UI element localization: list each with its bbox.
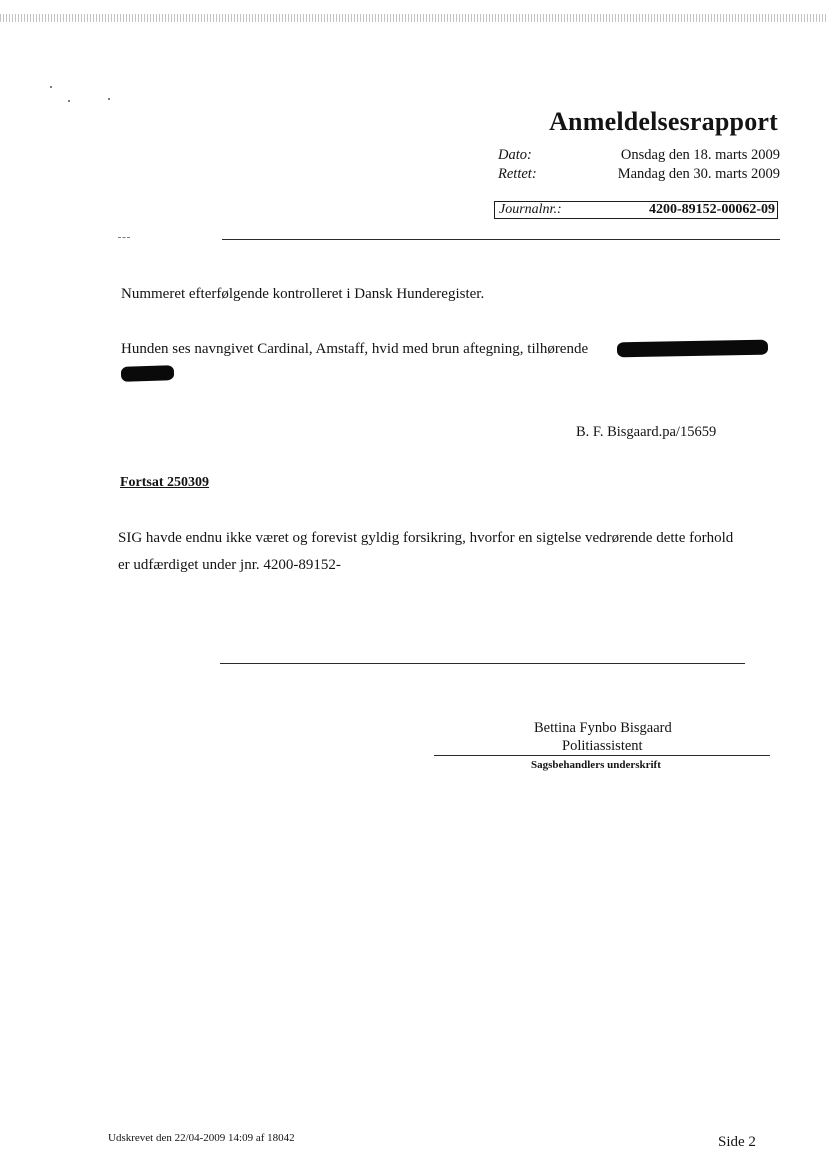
redaction-mark [121, 365, 174, 382]
journal-label: Journalnr.: [499, 202, 562, 217]
signature-line [434, 755, 770, 756]
corrected-value: Mandag den 30. marts 2009 [617, 166, 780, 182]
scan-noise-band [0, 14, 826, 22]
paragraph-insurance-line2: er udfærdiget under jnr. 4200-89152- [118, 557, 341, 573]
journal-value: 4200-89152-00062-09 [649, 202, 775, 217]
redaction-mark [617, 340, 768, 358]
date-value: Onsdag den 18. marts 2009 [620, 147, 780, 163]
signer-name: Bettina Fynbo Bisgaard [534, 720, 672, 736]
header-rule [222, 239, 780, 240]
page-number: Side 2 [718, 1134, 756, 1150]
print-timestamp: Udskrevet den 22/04-2009 14:09 af 18042 [108, 1132, 295, 1144]
officer-signoff: B. F. Bisgaard.pa/15659 [576, 424, 717, 440]
date-label: Dato: [498, 147, 532, 163]
paragraph-insurance-line1: SIG havde endnu ikke været og forevist gyldig forsikring, hvorfor en sigtelse vedrørende dette forhold [118, 530, 734, 546]
paragraph-dog-description: Hunden ses navngivet Cardinal, Amstaff, hvid med brun aftegning, tilhørende [121, 341, 589, 357]
scan-speck [68, 100, 70, 102]
report-title: Anmeldelsesrapport [549, 107, 778, 136]
journal-number-box [494, 201, 778, 219]
section-heading: Fortsat 250309 [120, 475, 210, 490]
scan-speck [50, 86, 52, 88]
signer-role: Politiassistent [562, 738, 643, 754]
corrected-label: Rettet: [498, 166, 537, 182]
scan-speck [108, 98, 110, 100]
paragraph-registry-check: Nummeret efterfølgende kontrolleret i Dansk Hunderegister. [121, 286, 485, 302]
closing-rule [220, 663, 745, 664]
header-rule-fragment [118, 237, 130, 238]
signature-caption: Sagsbehandlers underskrift [531, 759, 661, 771]
